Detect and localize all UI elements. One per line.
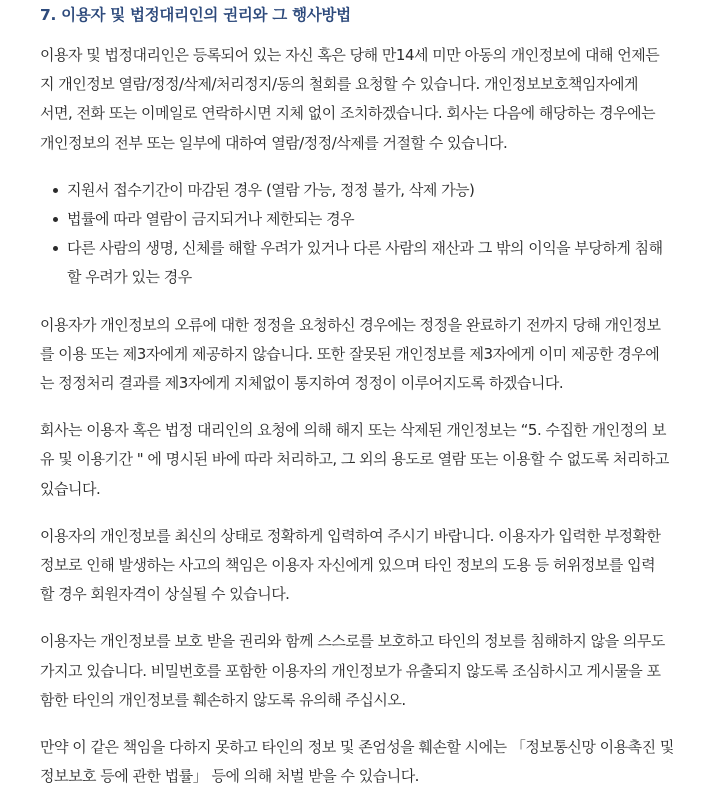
list-item: [53, 205, 676, 234]
paragraph-line: 지 개인정보 열람/정정/삭제/처리정지/동의 철회를 요청할 수 있습니다. 개인정보보호책임자에게: [40, 75, 638, 94]
bullet-dot-icon: [53, 217, 58, 222]
paragraph-line: 함한 타인의 개인정보를 훼손하지 않도록 유의해 주십시오.: [40, 690, 406, 709]
list-item: [53, 176, 676, 205]
accuracy-paragraph: [40, 522, 676, 610]
list-item-text: 다른 사람의 생명, 신체를 해할 우려가 있거나 다른 사람의 재산과 그 밖의 이익을 부당하게 침해: [67, 239, 663, 258]
bullet-dot-icon: [53, 188, 58, 193]
penalty-paragraph: [40, 733, 676, 791]
paragraph-line: 이용자는 개인정보를 보호 받을 권리와 함께 스스로를 보호하고 타인의 정보를 침해하지 않을 의무도: [40, 632, 665, 651]
duty-paragraph: [40, 627, 676, 715]
correction-paragraph: [40, 311, 676, 399]
paragraph-line: 만약 이 같은 책임을 다하지 못하고 타인의 정보 및 존엄성을 훼손할 시에는 「정보통신망 이용촉진 및: [40, 738, 674, 757]
bullet-dot-icon: [53, 246, 58, 251]
paragraph-line: 정보보호 등에 관한 법률」 등에 의해 처벌 받을 수 있습니다.: [40, 767, 419, 786]
intro-paragraph: [40, 41, 676, 158]
section-title: 7. 이용자 및 법정대리인의 권리와 그 행사방법: [40, 6, 351, 24]
paragraph-line: 유 및 이용기간 " 에 명시된 바에 따라 처리하고, 그 외의 용도로 열람 또는 이용할 수 없도록 처리하고: [40, 450, 669, 469]
paragraph-line: 이용자의 개인정보를 최신의 상태로 정확하게 입력하여 주시기 바랍니다. 이용자가 입력한 부정확한: [40, 526, 661, 545]
paragraph-line: 가지고 있습니다. 비밀번호를 포함한 이용자의 개인정보가 유출되지 않도록 조심하시고 게시물을 포: [40, 661, 661, 680]
paragraph-line: 이용자 및 법정대리인은 등록되어 있는 자신 혹은 당해 만14세 미만 아동의 개인정보에 대해 언제든: [40, 46, 660, 64]
list-item-text: 할 우려가 있는 경우: [67, 268, 192, 287]
paragraph-line: 있습니다.: [40, 479, 101, 498]
paragraph-line: 서면, 전화 또는 이메일로 연락하시면 지체 없이 조치하겠습니다. 회사는 다음에 해당하는 경우에는: [40, 104, 656, 123]
paragraph-line: 이용자가 개인정보의 오류에 대한 정정을 요청하신 경우에는 정정을 완료하기 전까지 당해 개인정보: [40, 315, 661, 334]
paragraph-line: 를 이용 또는 제3자에게 제공하지 않습니다. 또한 잘못된 개인정보를 제3자에게 이미 제공한 경우에: [40, 344, 660, 363]
list-item-text: 법률에 따라 열람이 금지되거나 제한되는 경우: [67, 210, 355, 229]
deletion-paragraph: [40, 416, 676, 504]
paragraph-line: 회사는 이용자 혹은 법정 대리인의 요청에 의해 해지 또는 삭제된 개인정보는 “5. 수집한 개인정의 보: [40, 421, 666, 440]
refusal-cases-list: [40, 176, 676, 293]
paragraph-line: 정보로 인해 발생하는 사고의 책임은 이용자 자신에게 있으며 타인 정보의 도용 등 허위정보를 입력: [40, 556, 656, 575]
paragraph-line: 할 경우 회원자격이 상실될 수 있습니다.: [40, 585, 290, 604]
list-item-text: 지원서 접수기간이 마감된 경우 (열람 가능, 정정 불가, 삭제 가능): [67, 180, 475, 199]
paragraph-line: 는 정정처리 결과를 제3자에게 지체없이 통지하여 정정이 이루어지도록 하겠습니다.: [40, 374, 564, 393]
paragraph-line: 개인정보의 전부 또는 일부에 대하여 열람/정정/삭제를 거절할 수 있습니다.: [40, 133, 508, 152]
list-item: [53, 234, 676, 292]
